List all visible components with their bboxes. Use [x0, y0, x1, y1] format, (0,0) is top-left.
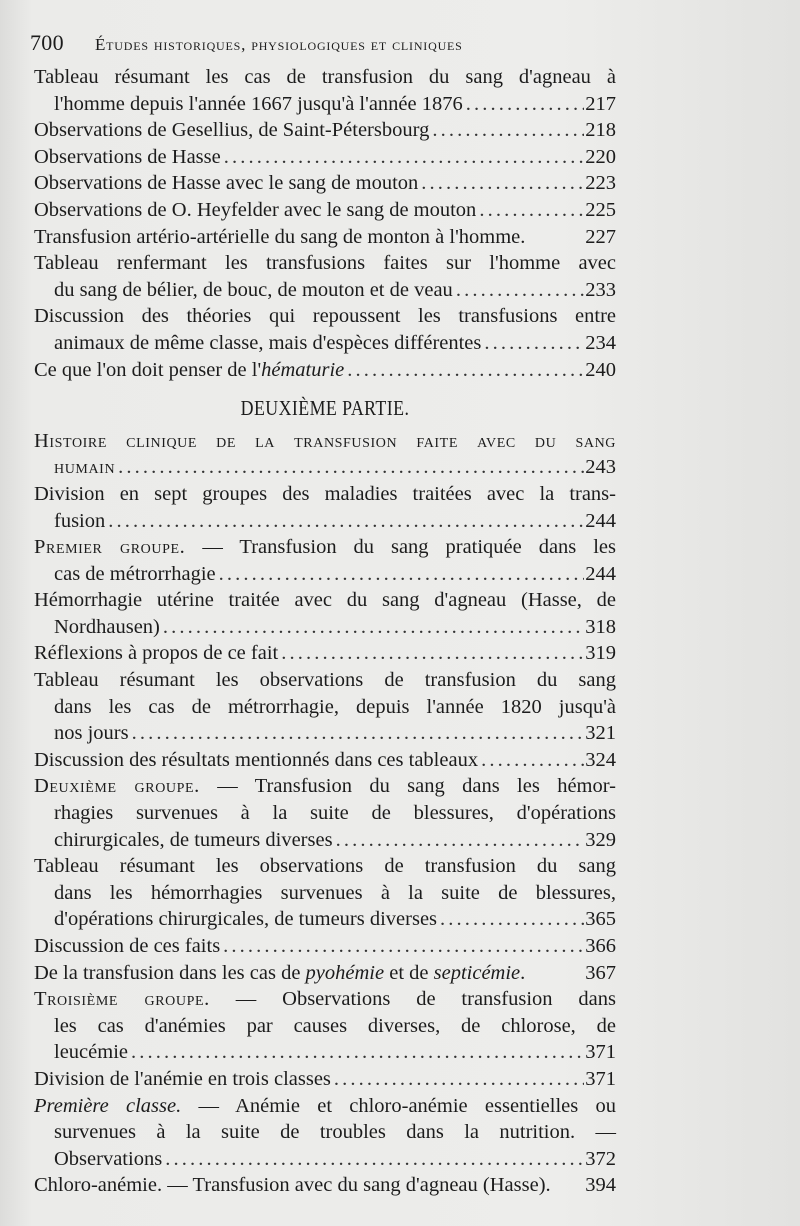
toc-page-number: 234	[585, 331, 616, 354]
toc-entry-text: rhagies survenues à la suite de blessures, d'opérations	[54, 802, 616, 825]
toc-page-number: 225	[585, 198, 616, 221]
toc-page-number: 329	[585, 828, 616, 851]
toc-page-number: 217	[585, 92, 616, 115]
table-of-contents	[34, 64, 616, 1199]
toc-entry	[34, 303, 616, 356]
toc-entry-text: — Transfusion du sang dans les hémor-	[199, 775, 616, 798]
toc-entry	[34, 960, 616, 987]
toc-entry-text: — Transfusion du sang pratiquée dans les	[185, 536, 616, 559]
toc-entry-text: leucémie	[54, 1041, 128, 1064]
toc-entry-text: Division de l'anémie en trois classes	[34, 1067, 331, 1090]
toc-page-number: 220	[585, 145, 616, 168]
page-number: 700	[30, 30, 64, 55]
toc-entry	[34, 853, 616, 933]
toc-entry-text: Observations de Gesellius, de Saint-Pétersbourg	[34, 119, 430, 142]
toc-entry-text: Hémorrhagie utérine traitée avec du sang d'agneau (Hasse, de	[34, 589, 616, 612]
toc-entry-text: fusion	[54, 509, 106, 532]
toc-page-number: 318	[585, 615, 616, 638]
toc-entry-text: De la transfusion dans les cas de	[34, 961, 306, 984]
toc-entry-text: et de	[384, 961, 434, 984]
toc-entry-text: — Observations de transfusion dans	[209, 988, 616, 1011]
toc-entry-text: Discussion de ces faits	[34, 935, 221, 957]
toc-entry-text: Nordhausen)	[54, 615, 160, 638]
toc-page-number: 371	[585, 1041, 616, 1064]
toc-entry-text: du sang de bélier, de bouc, de mouton et de veau	[54, 278, 453, 301]
toc-entry	[34, 747, 616, 774]
toc-page-number: 240	[585, 358, 616, 381]
toc-page-number: 233	[585, 278, 616, 301]
toc-entry	[34, 64, 616, 117]
toc-entry	[34, 640, 616, 667]
toc-entry-text: — Anémie et chloro-anémie essentielles ou	[181, 1094, 616, 1117]
toc-entry-text: Discussion des résultats mentionnés dans ces tableaux	[34, 748, 479, 771]
toc-page-number: 218	[585, 119, 616, 142]
toc-entry	[34, 144, 616, 171]
toc-entry-text: Discussion des théories qui repoussent les transfusions entre	[34, 305, 616, 328]
toc-entry	[34, 1093, 616, 1173]
toc-entry	[34, 667, 616, 747]
toc-entry-text: Chloro-anémie. — Transfusion avec du sang d'agneau (Hasse).	[34, 1174, 551, 1197]
toc-entry-italic: hématurie	[261, 358, 345, 381]
toc-entry-text: dans les cas de métrorrhagie, depuis l'année 1820 jusqu'à	[54, 695, 616, 718]
toc-page-number: 319	[585, 642, 616, 665]
toc-entry-text: Division en sept groupes des maladies traitées avec la trans-	[34, 482, 616, 505]
toc-entry	[34, 170, 616, 197]
toc-entry	[34, 224, 616, 251]
toc-entry	[34, 357, 616, 384]
toc-entry-text: les cas d'anémies par causes diverses, de chlorose, de	[54, 1014, 616, 1037]
toc-page-number: 321	[585, 722, 616, 745]
toc-entry-text: survenues à la suite de troubles dans la nutrition. —	[54, 1121, 616, 1144]
toc-page-number: 227	[585, 225, 616, 248]
running-title: Études historiques, physiologiques et cliniques	[94, 35, 463, 54]
part-title: DEUXIÈME PARTIE.	[240, 396, 410, 421]
toc-entry	[34, 587, 616, 640]
toc-entry-text: Histoire clinique de la transfusion faite avec du sang	[34, 429, 616, 452]
toc-entry	[34, 481, 616, 534]
toc-entry-text: Tableau renfermant les transfusions faites sur l'homme avec	[34, 252, 616, 275]
toc-page-number: 243	[585, 456, 616, 479]
toc-entry	[34, 197, 616, 224]
toc-entry-text: .	[520, 961, 526, 984]
toc-entry-text: d'opérations chirurgicales, de tumeurs diverses	[54, 908, 438, 931]
toc-entry-text: animaux de même classe, mais d'espèces différentes	[54, 331, 482, 354]
toc-page-number: 394	[585, 1174, 616, 1197]
toc-page-number: 371	[585, 1067, 616, 1090]
toc-entry	[34, 1172, 616, 1199]
toc-page-number: 244	[585, 509, 616, 532]
toc-page-number: 372	[585, 1147, 616, 1170]
toc-entry-text: Ce que l'on doit penser de l'	[34, 358, 262, 381]
toc-entry	[34, 117, 616, 144]
toc-entry-text: Tableau résumant les observations de transfusion du sang	[34, 669, 616, 692]
running-head	[30, 30, 680, 56]
class-label: Première classe.	[34, 1094, 182, 1117]
toc-entry-text: Observations de Hasse avec le sang de mouton	[34, 172, 419, 195]
toc-page-number: 366	[585, 935, 616, 957]
toc-entry-text: humain	[54, 456, 116, 479]
toc-entry	[34, 1066, 616, 1093]
toc-entry-text: nos jours	[54, 722, 129, 745]
toc-entry-text: l'homme depuis l'année 1667 jusqu'à l'année 1876	[54, 92, 463, 115]
toc-entry	[34, 933, 616, 960]
toc-entry	[34, 250, 616, 303]
toc-page-number: 223	[585, 172, 616, 195]
group-label: Premier groupe.	[34, 536, 186, 559]
toc-entry-italic: septicémie	[433, 961, 521, 984]
toc-entry-text: Observations	[54, 1147, 163, 1170]
group-label: Troisième groupe.	[34, 988, 210, 1011]
toc-page-number: 365	[585, 908, 616, 931]
toc-entry	[34, 773, 616, 853]
toc-page-number: 244	[585, 562, 616, 585]
toc-entry	[34, 986, 616, 1066]
toc-page-number: 324	[585, 748, 616, 771]
toc-entry-text: Tableau résumant les cas de transfusion du sang d'agneau à	[34, 66, 616, 88]
toc-entry-italic: pyohémie	[305, 961, 385, 984]
toc-entry-text: Observations de Hasse	[34, 145, 221, 168]
toc-entry-text: Tableau résumant les observations de transfusion du sang	[34, 855, 616, 878]
toc-entry-text: Observations de O. Heyfelder avec le sang de mouton	[34, 198, 477, 221]
toc-entry-text: chirurgicales, de tumeurs diverses	[54, 828, 333, 851]
toc-entry-text: Réflexions à propos de ce fait	[34, 642, 279, 665]
toc-page-number: 367	[585, 961, 616, 984]
group-label: Deuxième groupe.	[34, 775, 200, 798]
toc-section-heading	[34, 428, 616, 481]
toc-entry-text: cas de métrorrhagie	[54, 562, 216, 585]
toc-entry	[34, 534, 616, 587]
toc-entry-text: dans les hémorrhagies survenues à la suite de blessures,	[54, 881, 616, 904]
toc-entry-text: Transfusion artério-artérielle du sang de monton à l'homme.	[34, 225, 526, 248]
